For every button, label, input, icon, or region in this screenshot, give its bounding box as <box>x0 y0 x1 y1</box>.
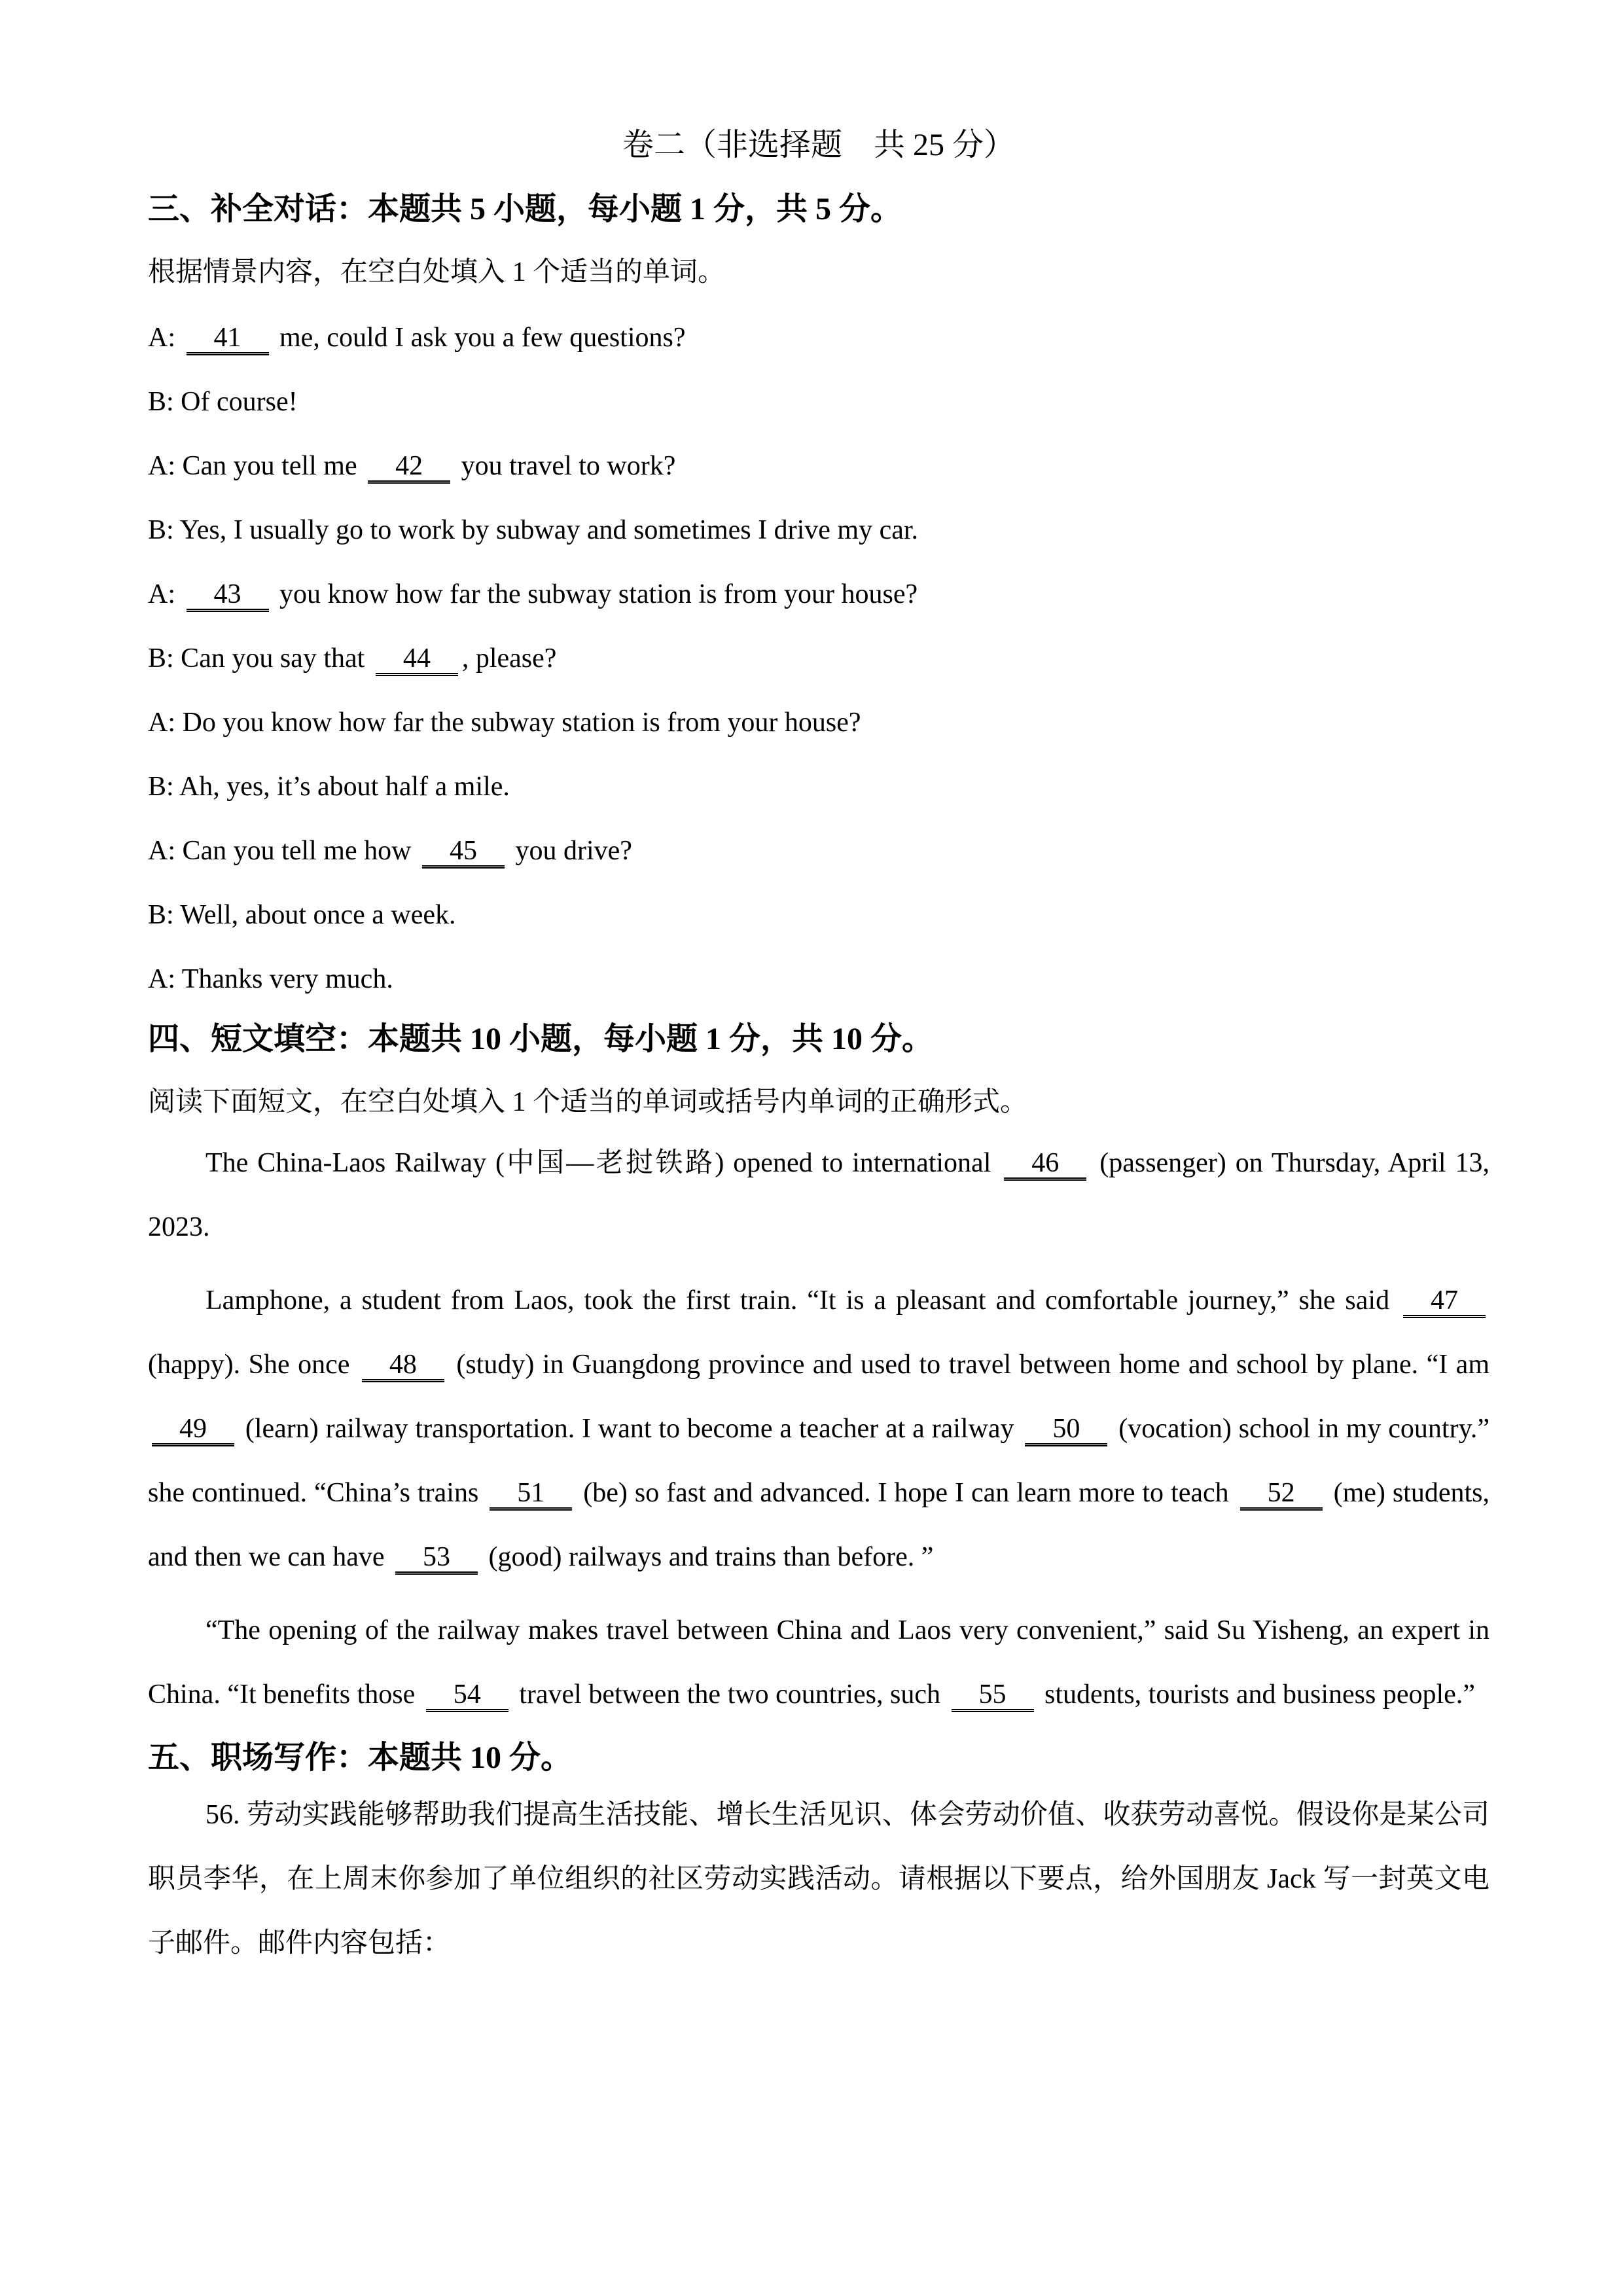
answer-blank-42[interactable]: 42 <box>368 452 450 484</box>
dialogue-line <box>148 895 1489 935</box>
dialogue-line <box>148 446 1489 486</box>
dialogue-line <box>148 382 1489 422</box>
dialogue <box>148 318 1489 999</box>
dialogue-text: A: <box>148 323 183 353</box>
dialogue-line <box>148 318 1489 357</box>
dialogue-text: A: Can you tell me how <box>148 836 418 866</box>
dialogue-text: you know how far the subway station is from your house? <box>272 579 918 609</box>
passage-text: (good) railways and trains than before. ” <box>482 1542 934 1572</box>
passage-text: (learn) railway transportation. I want to become a teacher at a railway <box>238 1414 1022 1444</box>
answer-blank-52[interactable]: 52 <box>1240 1479 1323 1511</box>
writing-prompt <box>148 1783 1489 1975</box>
dialogue-line <box>148 639 1489 678</box>
dialogue-text: you travel to work? <box>454 451 676 481</box>
passage-text: travel between the two countries, such <box>512 1679 948 1710</box>
passage-text: “The opening of the railway makes travel between China and Laos very convenient,” said Su Yisheng, an expert in China. “It benefits those <box>148 1615 1489 1710</box>
answer-blank-46[interactable]: 46 <box>1004 1149 1086 1181</box>
dialogue-line <box>148 767 1489 806</box>
section-3-instruction: 根据情景内容，在空白处填入 1 个适当的单词。 <box>148 257 726 287</box>
dialogue-text: me, could I ask you a few questions? <box>272 323 686 353</box>
answer-blank-54[interactable]: 54 <box>426 1680 508 1712</box>
passage-text: (me) students, and then we can have <box>148 1478 1490 1572</box>
passage-text: (passenger) on Thursday, April 13, 2023. <box>148 1148 1489 1242</box>
answer-blank-55[interactable]: 55 <box>952 1680 1034 1712</box>
passage-text: Lamphone, a student from Laos, took the first train. “It is a pleasant and comfortable journey,” she said <box>205 1285 1399 1316</box>
dialogue-text: , please? <box>461 643 557 673</box>
dialogue-line <box>148 511 1489 550</box>
dialogue-text: you drive? <box>508 836 632 866</box>
answer-blank-45[interactable]: 45 <box>422 836 505 869</box>
paper-title: 卷二（非选择题 共 25 分） <box>622 128 1015 162</box>
answer-blank-49[interactable]: 49 <box>152 1414 234 1446</box>
dialogue-text: A: Can you tell me <box>148 451 365 481</box>
dialogue-text: A: Thanks very much. <box>148 964 393 994</box>
answer-blank-44[interactable]: 44 <box>376 644 458 676</box>
dialogue-text: B: Yes, I usually go to work by subway and sometimes I drive my car. <box>148 515 919 545</box>
dialogue-text: B: Ah, yes, it’s about half a mile. <box>148 772 510 802</box>
section-4-heading: 四、短文填空：本题共 10 小题，每小题 1 分，共 10 分。 <box>148 1022 934 1056</box>
answer-blank-43[interactable]: 43 <box>187 580 269 612</box>
dialogue-line <box>148 703 1489 742</box>
dialogue-line <box>148 831 1489 870</box>
passage <box>148 1131 1489 1727</box>
answer-blank-53[interactable]: 53 <box>395 1543 478 1575</box>
passage-paragraph <box>148 1131 1489 1259</box>
dialogue-line <box>148 960 1489 999</box>
passage-text: (be) so fast and advanced. I hope I can learn more to teach <box>576 1478 1236 1508</box>
answer-blank-48[interactable]: 48 <box>362 1350 444 1382</box>
answer-blank-51[interactable]: 51 <box>490 1479 572 1511</box>
exam-page <box>148 124 1489 1975</box>
writing-prompt-text: 56. 劳动实践能够帮助我们提高生活技能、增长生活见识、体会劳动价值、收获劳动喜悦。假设你是某公司职员李华，在上周末你参加了单位组织的社区劳动实践活动。请根据以下要点，给外国朋友 Jack 写一封英文电子邮件。邮件内容包括： <box>148 1800 1489 1958</box>
passage-paragraph <box>148 1598 1489 1727</box>
dialogue-line <box>148 575 1489 614</box>
dialogue-text: B: Well, about once a week. <box>148 900 456 930</box>
passage-text: (study) in Guangdong province and used to travel between home and school by plane. “I am <box>448 1350 1489 1380</box>
answer-blank-50[interactable]: 50 <box>1025 1414 1107 1446</box>
passage-text: students, tourists and business people.” <box>1037 1679 1475 1710</box>
dialogue-text: A: <box>148 579 183 609</box>
section-4-instruction: 阅读下面短文，在空白处填入 1 个适当的单词或括号内单词的正确形式。 <box>148 1087 1028 1117</box>
section-3-heading: 三、补全对话：本题共 5 小题，每小题 1 分，共 5 分。 <box>148 192 902 226</box>
dialogue-text: B: Can you say that <box>148 643 372 673</box>
section-5-heading: 五、职场写作：本题共 10 分。 <box>148 1740 573 1775</box>
answer-blank-47[interactable]: 47 <box>1403 1286 1486 1318</box>
passage-text: The China-Laos Railway (中国—老挝铁路) opened to international <box>205 1148 1001 1178</box>
passage-text: (vocation) school in my country.” she continued. “China’s trains <box>148 1414 1489 1508</box>
passage-paragraph <box>148 1268 1489 1589</box>
passage-text: (happy). She once <box>148 1350 358 1380</box>
dialogue-text: A: Do you know how far the subway station is from your house? <box>148 708 861 738</box>
answer-blank-41[interactable]: 41 <box>187 323 269 355</box>
dialogue-text: B: Of course! <box>148 387 298 417</box>
